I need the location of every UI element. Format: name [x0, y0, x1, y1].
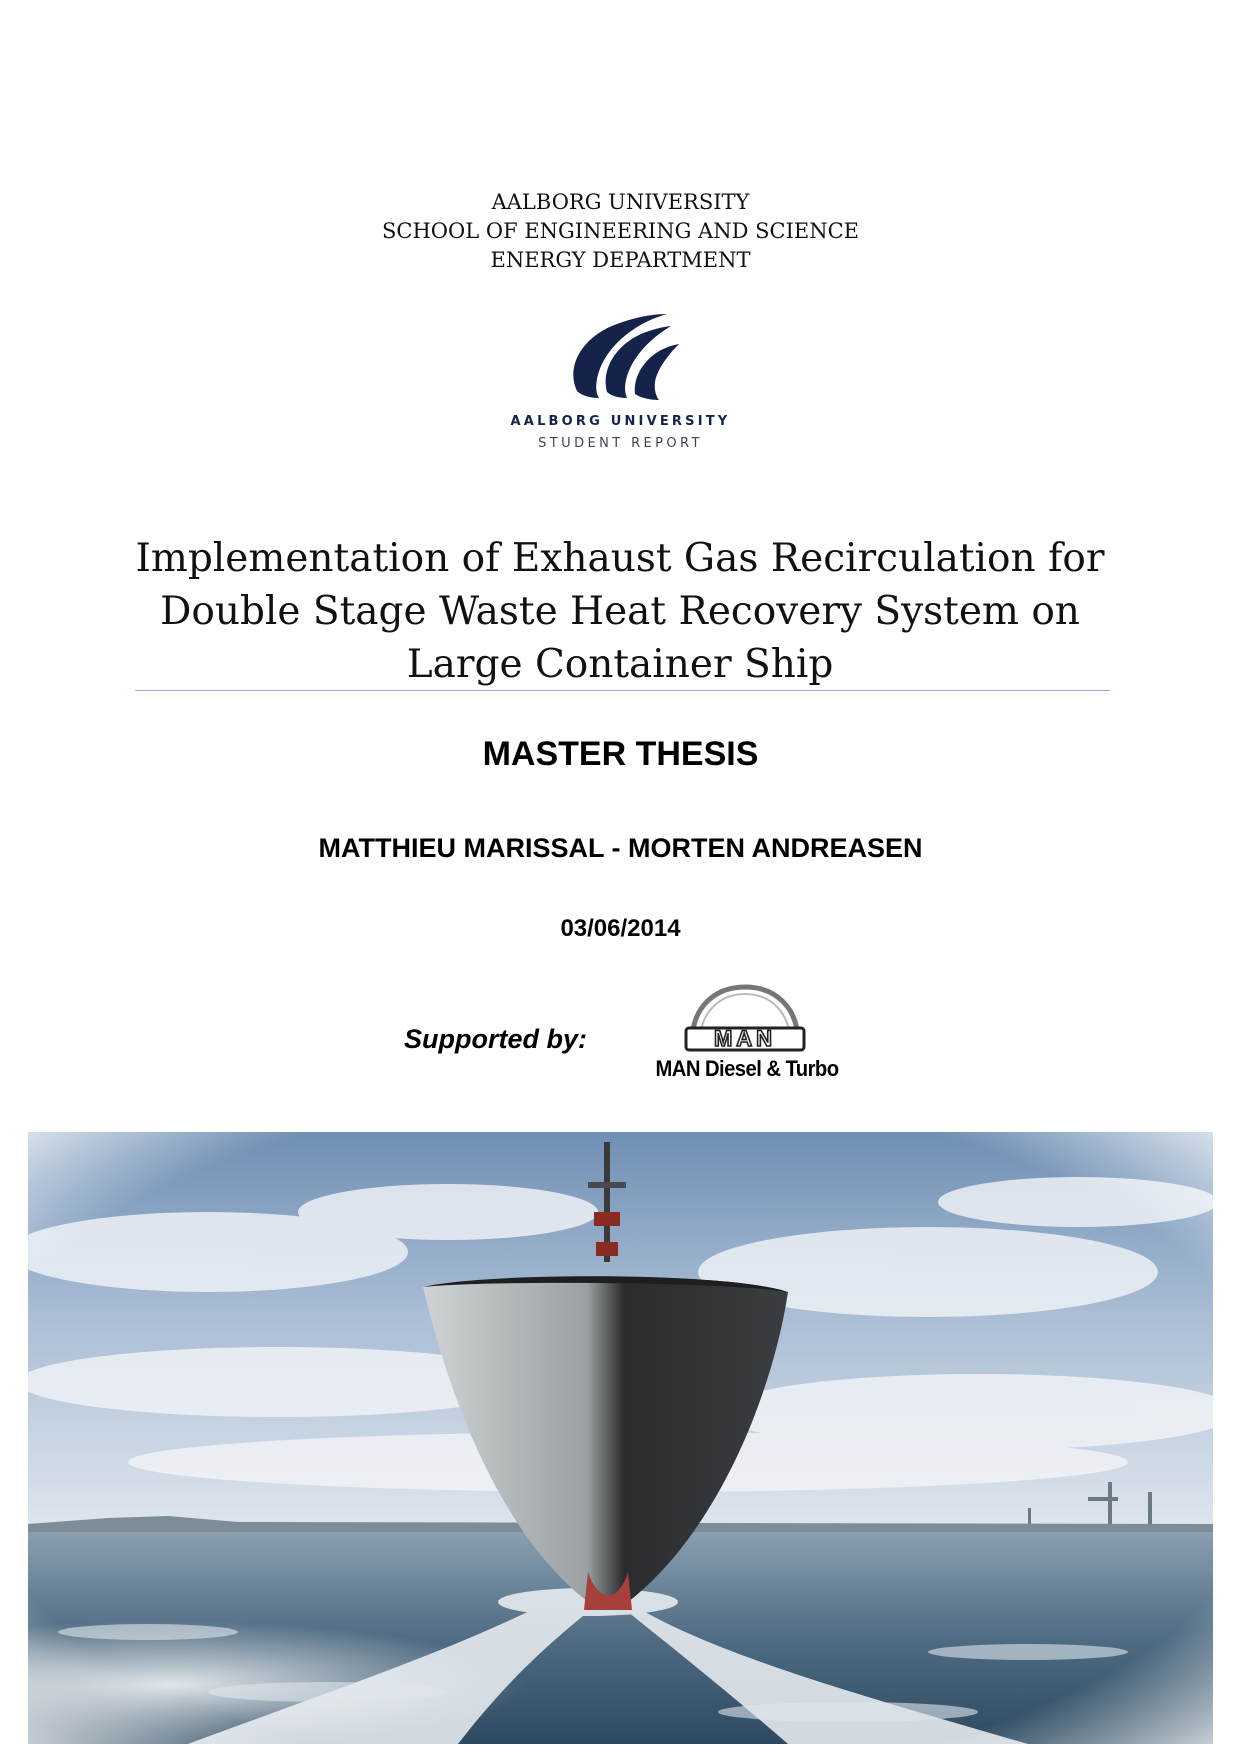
department-name: ENERGY DEPARTMENT — [490, 248, 751, 272]
school-name: SCHOOL OF ENGINEERING AND SCIENCE — [382, 219, 859, 243]
thesis-title — [120, 532, 1120, 691]
supported-by-label: Supported by: — [404, 1024, 587, 1054]
title-line: Large Container Ship — [406, 642, 834, 687]
university-header — [0, 188, 1241, 275]
title-line: Implementation of Exhaust Gas Recirculation for — [135, 536, 1105, 581]
logo-wordmark: AALBORG UNIVERSITY — [510, 414, 731, 429]
man-logo-icon — [680, 982, 810, 1054]
logo-subtitle: STUDENT REPORT — [538, 436, 703, 451]
university-name: AALBORG UNIVERSITY — [491, 190, 750, 214]
title-line: Double Stage Waste Heat Recovery System on — [160, 589, 1080, 634]
container-ship-bow-photo — [28, 1132, 1213, 1744]
company-name: MAN Diesel & Turbo — [655, 1056, 839, 1081]
date: 03/06/2014 — [560, 915, 681, 942]
document-type: MASTER THESIS — [482, 735, 759, 773]
aau-logo-icon — [555, 306, 685, 406]
title-divider — [135, 690, 1110, 691]
man-logo-text: MAN — [713, 1026, 777, 1051]
authors: MATTHIEU MARISSAL - MORTEN ANDREASEN — [318, 833, 923, 863]
